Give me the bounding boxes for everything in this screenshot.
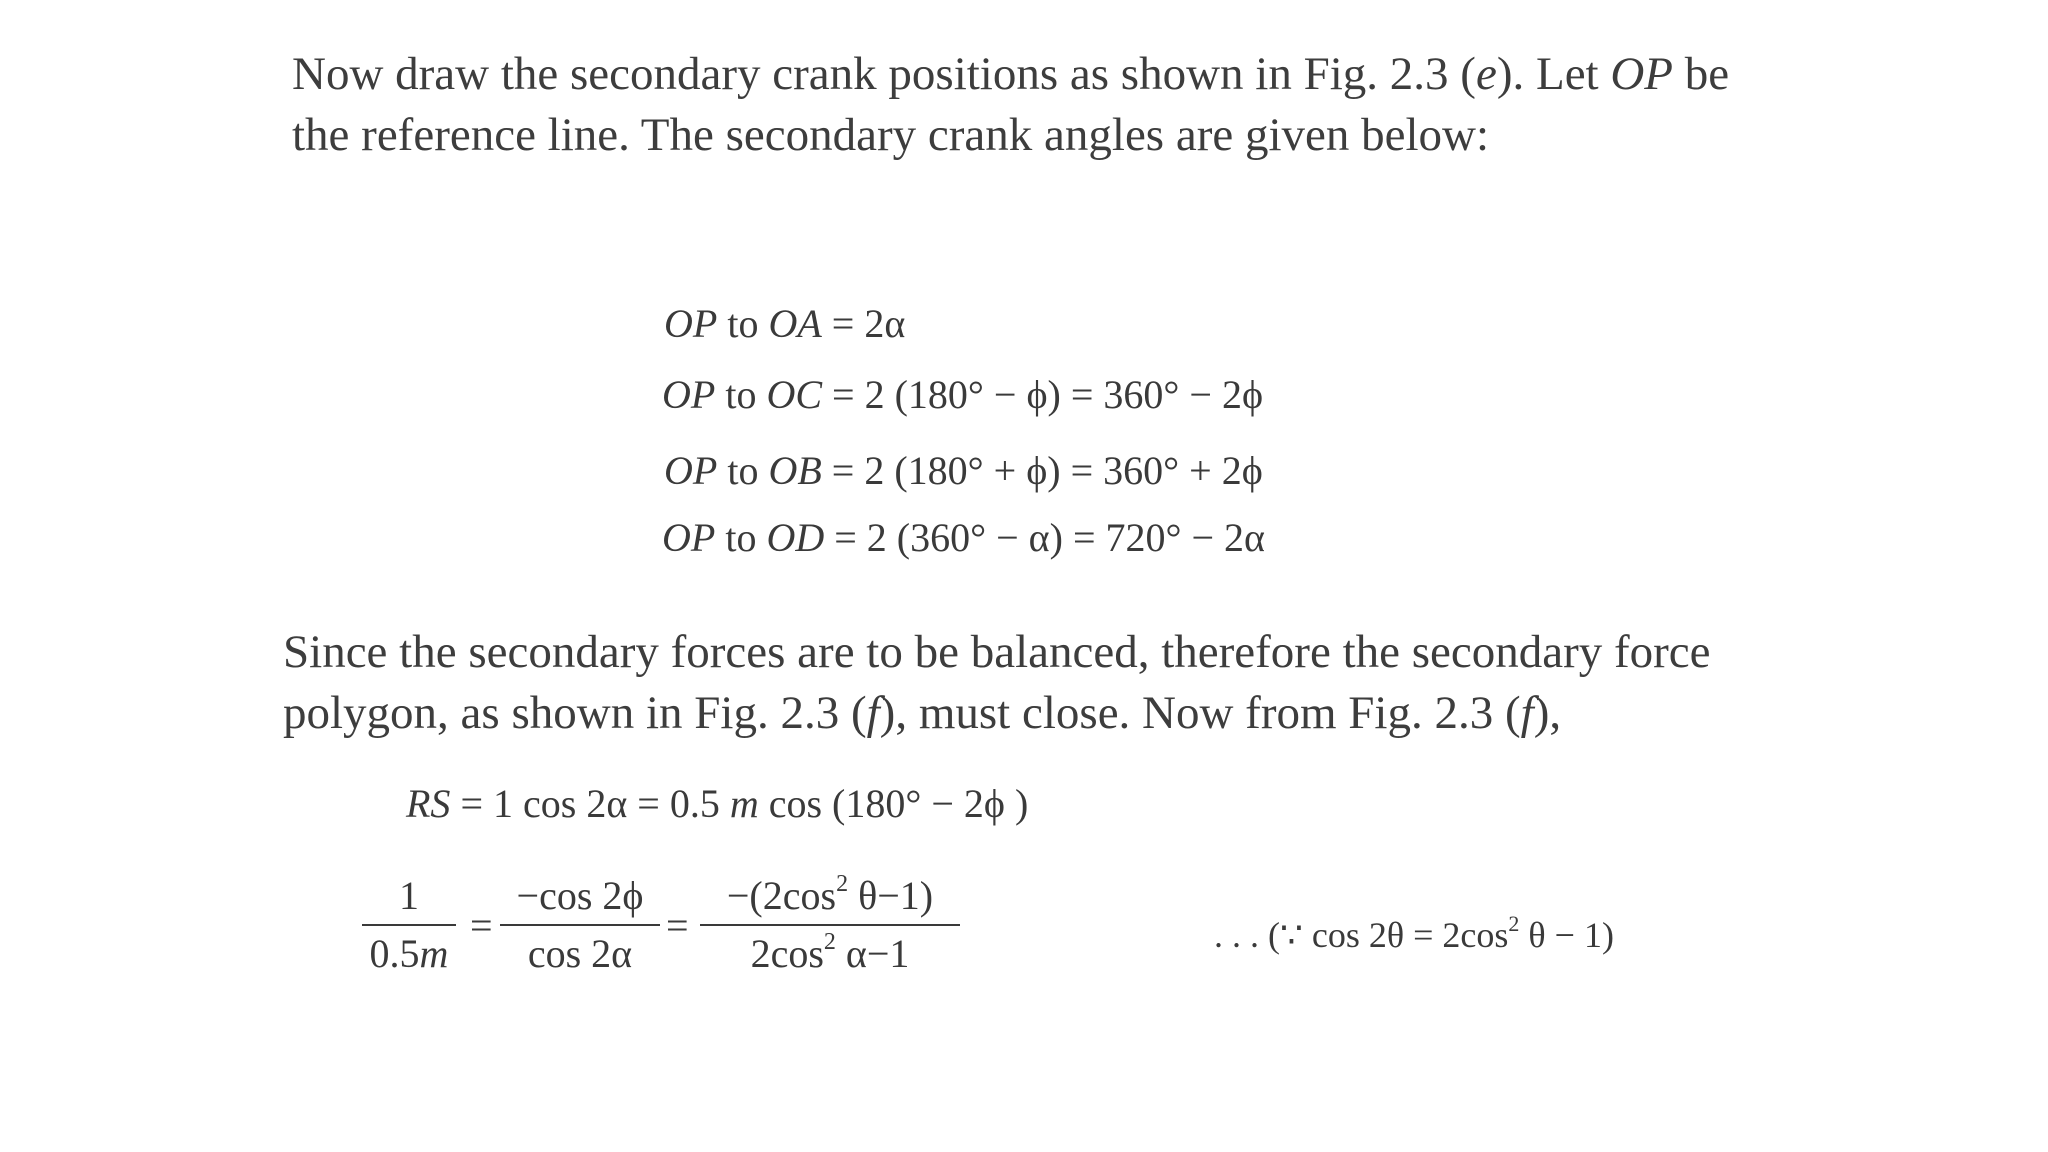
equation-op-oa: OP to OA = 2α: [664, 301, 906, 346]
equation-op-ob: OP to OB = 2 (180° + ϕ) = 360° + 2ϕ: [664, 448, 1263, 493]
paragraph-intro: [292, 44, 1729, 166]
equals-sign: =: [666, 903, 689, 948]
paragraph-balance: [283, 622, 1711, 744]
fraction-bar: [362, 924, 456, 926]
paragraph-balance-line2: polygon, as shown in Fig. 2.3 (f), must close. Now from Fig. 2.3 (f),: [283, 687, 1562, 739]
fraction-expanded-cos: $-(2\cos^2$ θ−1) $2\cos^2$ α−1: [700, 872, 960, 978]
equation-rs: RS = 1 cos 2α = 0.5 m cos (180° − 2ϕ ): [406, 781, 1029, 826]
paragraph-balance-line1: Since the secondary forces are to be balanced, therefore the secondary force: [283, 626, 1711, 678]
fraction-bar: [700, 924, 960, 926]
equation-op-oc: OP to OC = 2 (180° − ϕ) = 360° − 2ϕ: [662, 372, 1264, 417]
equals-sign: =: [470, 903, 493, 948]
paragraph-intro-line1: Now draw the secondary crank positions as shown in Fig. 2.3 (e). Let OP be: [292, 48, 1730, 100]
paragraph-intro-line2: the reference line. The secondary crank angles are given below:: [292, 109, 1490, 161]
fraction-one-over-half-m: 1 0.5m: [362, 872, 456, 978]
equation-op-od: OP to OD = 2 (360° − α) = 720° − 2α: [662, 515, 1266, 560]
fraction-bar: [500, 924, 660, 926]
identity-note: . . . (∵ $\cos 2\theta = 2\cos^2$ θ − 1): [1214, 911, 1614, 955]
fraction-cos-ratio: −cos 2ϕ cos 2α: [500, 872, 660, 978]
